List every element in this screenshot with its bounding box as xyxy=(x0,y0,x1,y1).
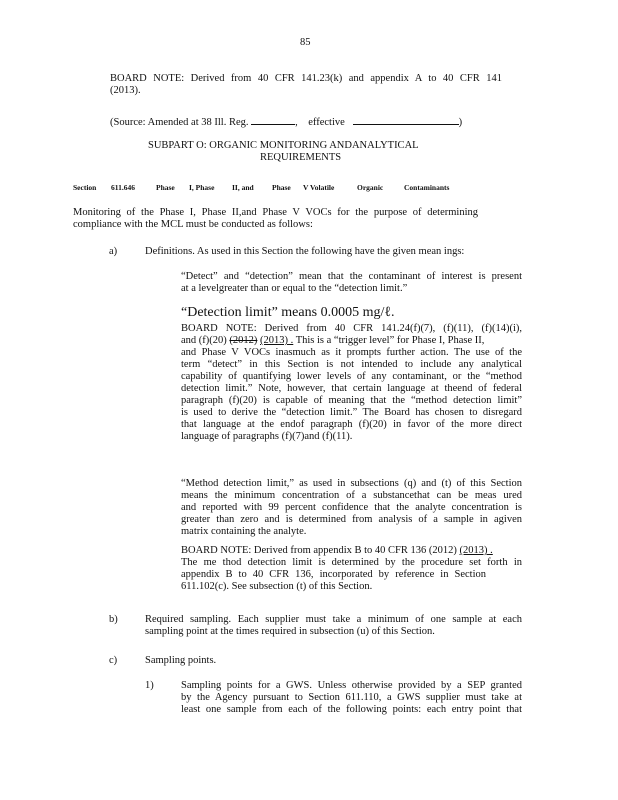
gws-sampling-line: Sampling points for a GWS. Unless otherwise provided by a SEP granted xyxy=(181,680,522,691)
word: This is a “trigger level” for Phase I, Phase II, xyxy=(295,335,485,346)
board-note-line: term “detect” in this Section is not intended to include any analytical xyxy=(181,359,522,370)
source-comma: , xyxy=(295,117,298,128)
section-heading: Phase xyxy=(156,183,175,192)
sampling-points-heading: Sampling points. xyxy=(145,655,217,666)
board-note-line: BOARD NOTE: Derived from 40 CFR 141.24(f)(7), (f)(11), (f)(14)(i), xyxy=(181,323,522,334)
section-heading: II, and xyxy=(232,183,254,192)
board-note-text: BOARD NOTE: Derived from appendix B to 40 CFR 136 (2012) xyxy=(181,545,457,556)
board-note-line: detection limit.” Note, however, that certain language at theend of federal xyxy=(181,383,522,394)
intro-line: Monitoring of the Phase I, Phase II,and Phase V VOCs for the purpose of determining xyxy=(73,207,478,218)
board-note-line: 611.102(c). See subsection (t) of this Section. xyxy=(181,581,373,592)
effective-date-blank xyxy=(353,114,459,125)
section-heading: I, Phase xyxy=(189,183,215,192)
page-number: 85 xyxy=(300,37,311,48)
required-sampling: Required sampling. Each supplier must take a minimum of one sample at each xyxy=(145,614,522,625)
subpart-heading: REQUIREMENTS xyxy=(260,152,342,163)
board-note-line: and (f)(20) (2012) (2013) . This is a “trigger level” for Phase I, Phase II, xyxy=(181,335,485,346)
source-note xyxy=(110,114,462,129)
section-heading: 611.646 xyxy=(111,183,135,192)
section-heading: Contaminants xyxy=(404,183,450,192)
mdl-definition: greater than zero and is determined from analysis of a sample in agiven xyxy=(181,514,522,525)
section-heading: Phase xyxy=(272,183,291,192)
source-prefix: (Source: Amended at 38 Ill. Reg. xyxy=(110,117,249,128)
mdl-definition: matrix containing the analyte. xyxy=(181,526,307,537)
inserted-text: (2013) . xyxy=(459,545,493,556)
board-note-line: language of paragraphs (f)(7)and (f)(11). xyxy=(181,431,353,442)
board-note-line: The me thod detection limit is determined by the procedure set forth in xyxy=(181,557,522,568)
board-note-line: is used to derive the “detection limit.” The Board has chosen to disregard xyxy=(181,407,522,418)
board-note-line xyxy=(181,545,522,557)
word: and xyxy=(181,335,197,346)
subsection-label: 1) xyxy=(145,680,154,691)
board-note-line: paragraph (f)(20) is capable of meaning that the “method detection limit” xyxy=(181,395,522,406)
gws-sampling-line: least one sample from each of the following points: each entry point that xyxy=(181,704,522,715)
register-blank xyxy=(251,114,295,125)
board-note-line: capability of quantifying lower levels of any contaminant, or the “method xyxy=(181,371,522,382)
subsection-label: a) xyxy=(109,246,118,257)
source-effective: effective xyxy=(308,117,345,128)
section-heading: V Volatile xyxy=(303,183,335,192)
subpart-heading: SUBPART O: ORGANIC MONITORING ANDANALYTICAL xyxy=(148,140,419,151)
board-note-line: BOARD NOTE: Derived from 40 CFR 141.23(k) and appendix A to 40 CFR 141 xyxy=(110,73,502,84)
deleted-text: (2012) xyxy=(229,335,258,346)
inserted-text: (2013) . xyxy=(260,335,294,346)
section-heading: Section xyxy=(73,183,97,192)
board-note-line: (2013). xyxy=(110,85,141,96)
board-note-line: and Phase V VOCs inasmuch as it prompts further action. The use of the xyxy=(181,347,522,358)
required-sampling: sampling point at the times required in subsection (u) of this Section. xyxy=(145,626,435,637)
subsection-label: c) xyxy=(109,655,118,666)
board-note-line: that language at the endof paragraph (f)(20) in favor of the more direct xyxy=(181,419,522,430)
mdl-definition: means the minimum concentration of a substancethat can be meas ured xyxy=(181,490,522,501)
section-heading: Organic xyxy=(357,183,384,192)
gws-sampling-line: by the Agency pursuant to Section 611.110, a GWS supplier must take at xyxy=(181,692,522,703)
intro-line: compliance with the MCL must be conducted as follows: xyxy=(73,219,313,230)
detection-limit-definition: “Detection limit” means 0.0005 mg/ℓ. xyxy=(181,305,395,320)
definitions-text: Definitions. As used in this Section the following have the given mean ings: xyxy=(145,246,465,257)
detect-definition: at a levelgreater than or equal to the “detection limit.” xyxy=(181,283,408,294)
source-suffix: ) xyxy=(458,117,463,128)
mdl-definition: “Method detection limit,” as used in subsections (q) and (t) of this Section xyxy=(181,478,522,489)
detect-definition: “Detect” and “detection” mean that the contaminant of interest is present xyxy=(181,271,522,282)
board-note-line: appendix B to 40 CFR 136, incorporated by reference in Section xyxy=(181,569,486,580)
mdl-definition: and reported with 99 percent confidence that the analyte concentration is xyxy=(181,502,522,513)
subsection-label: b) xyxy=(109,614,118,625)
